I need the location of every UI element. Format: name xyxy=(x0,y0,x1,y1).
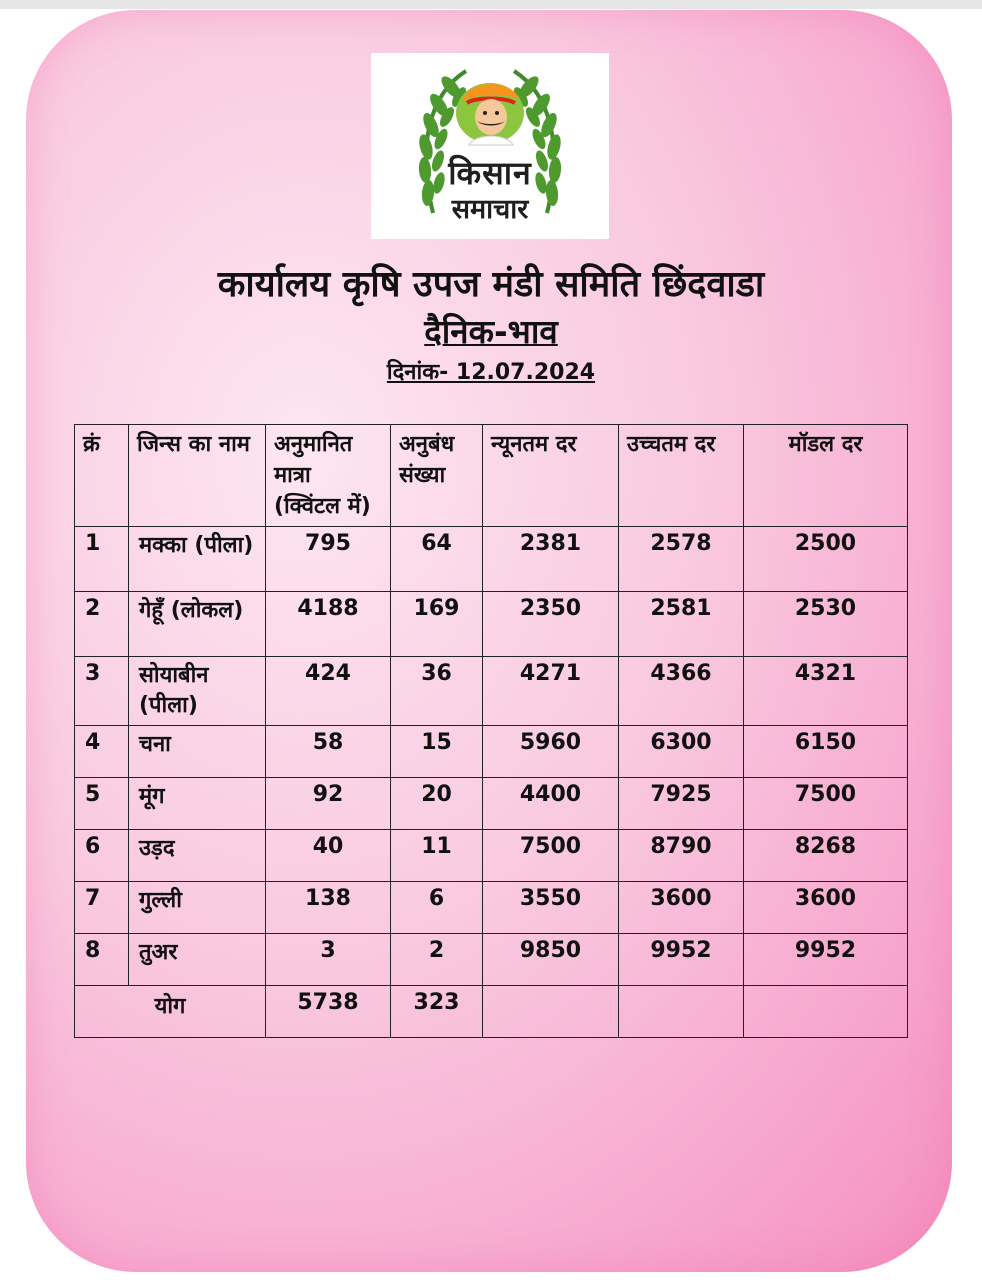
cell-name: तुअर xyxy=(129,934,266,986)
empty-cell xyxy=(483,986,619,1038)
date-text: दिनांक- 12.07.2024 xyxy=(386,360,596,385)
table-row xyxy=(75,592,908,657)
cell-modal-rate: 8268 xyxy=(744,830,908,882)
col-header-max-rate: उच्चतम दर xyxy=(619,425,744,527)
cell-contracts: 6 xyxy=(391,882,483,934)
col-header-name: जिन्स का नाम xyxy=(129,425,266,527)
cell-max-rate: 6300 xyxy=(619,726,744,778)
cell-name: गुल्ली xyxy=(129,882,266,934)
cell-modal-rate: 9952 xyxy=(744,934,908,986)
cell-min-rate: 9850 xyxy=(483,934,619,986)
top-bar xyxy=(0,0,982,9)
page-title: कार्यालय कृषि उपज मंडी समिति छिंदवाडा xyxy=(217,264,765,305)
cell-max-rate: 9952 xyxy=(619,934,744,986)
cell-max-rate: 2581 xyxy=(619,592,744,657)
cell-max-rate: 2578 xyxy=(619,527,744,592)
table-row xyxy=(75,657,908,726)
cell-min-rate: 7500 xyxy=(483,830,619,882)
col-header-min-rate: न्यूनतम दर xyxy=(483,425,619,527)
cell-min-rate: 5960 xyxy=(483,726,619,778)
cell-contracts: 64 xyxy=(391,527,483,592)
rates-table xyxy=(74,424,908,1038)
report-date xyxy=(0,356,982,386)
cell-name: मूंग xyxy=(129,778,266,830)
cell-qty: 795 xyxy=(266,527,391,592)
cell-qty: 40 xyxy=(266,830,391,882)
total-label: योग xyxy=(75,986,266,1038)
cell-sn: 3 xyxy=(75,657,129,726)
cell-qty: 3 xyxy=(266,934,391,986)
col-header-modal-rate: मॉडल दर xyxy=(744,425,908,527)
cell-name: गेहूँ (लोकल) xyxy=(129,592,266,657)
cell-max-rate: 7925 xyxy=(619,778,744,830)
cell-name: उड़द xyxy=(129,830,266,882)
cell-qty: 58 xyxy=(266,726,391,778)
cell-name: सोयाबीन (पीला) xyxy=(129,657,266,726)
cell-sn: 8 xyxy=(75,934,129,986)
cell-contracts: 2 xyxy=(391,934,483,986)
cell-contracts: 169 xyxy=(391,592,483,657)
col-header-contracts: अनुबंध संख्या xyxy=(391,425,483,527)
total-contracts: 323 xyxy=(391,986,483,1038)
cell-min-rate: 2381 xyxy=(483,527,619,592)
table-total-row xyxy=(75,986,908,1038)
cell-sn: 1 xyxy=(75,527,129,592)
cell-modal-rate: 4321 xyxy=(744,657,908,726)
table-row xyxy=(75,882,908,934)
cell-sn: 5 xyxy=(75,778,129,830)
table-row xyxy=(75,527,908,592)
cell-name: चना xyxy=(129,726,266,778)
cell-max-rate: 8790 xyxy=(619,830,744,882)
table-row xyxy=(75,934,908,986)
table-row xyxy=(75,726,908,778)
empty-cell xyxy=(744,986,908,1038)
cell-contracts: 15 xyxy=(391,726,483,778)
kisan-samachar-logo xyxy=(371,53,609,239)
table-row xyxy=(75,778,908,830)
cell-modal-rate: 7500 xyxy=(744,778,908,830)
cell-sn: 7 xyxy=(75,882,129,934)
cell-max-rate: 3600 xyxy=(619,882,744,934)
col-header-sn: क्रं xyxy=(75,425,129,527)
subtitle-text: दैनिक-भाव xyxy=(424,312,558,351)
cell-min-rate: 4400 xyxy=(483,778,619,830)
cell-modal-rate: 2530 xyxy=(744,592,908,657)
cell-contracts: 11 xyxy=(391,830,483,882)
cell-min-rate: 4271 xyxy=(483,657,619,726)
cell-min-rate: 2350 xyxy=(483,592,619,657)
logo-line1: किसान xyxy=(448,154,532,192)
cell-max-rate: 4366 xyxy=(619,657,744,726)
cell-contracts: 36 xyxy=(391,657,483,726)
total-qty: 5738 xyxy=(266,986,391,1038)
empty-cell xyxy=(619,986,744,1038)
cell-contracts: 20 xyxy=(391,778,483,830)
page-subtitle xyxy=(0,308,982,353)
cell-sn: 6 xyxy=(75,830,129,882)
cell-qty: 92 xyxy=(266,778,391,830)
cell-qty: 4188 xyxy=(266,592,391,657)
cell-modal-rate: 3600 xyxy=(744,882,908,934)
cell-min-rate: 3550 xyxy=(483,882,619,934)
table-header-row xyxy=(75,425,908,527)
cell-sn: 2 xyxy=(75,592,129,657)
logo-line2: समाचार xyxy=(451,194,529,225)
cell-name: मक्का (पीला) xyxy=(129,527,266,592)
cell-qty: 424 xyxy=(266,657,391,726)
col-header-qty: अनुमानित मात्रा (क्विंटल में) xyxy=(266,425,391,527)
cell-qty: 138 xyxy=(266,882,391,934)
cell-modal-rate: 2500 xyxy=(744,527,908,592)
cell-modal-rate: 6150 xyxy=(744,726,908,778)
cell-sn: 4 xyxy=(75,726,129,778)
table-row xyxy=(75,830,908,882)
